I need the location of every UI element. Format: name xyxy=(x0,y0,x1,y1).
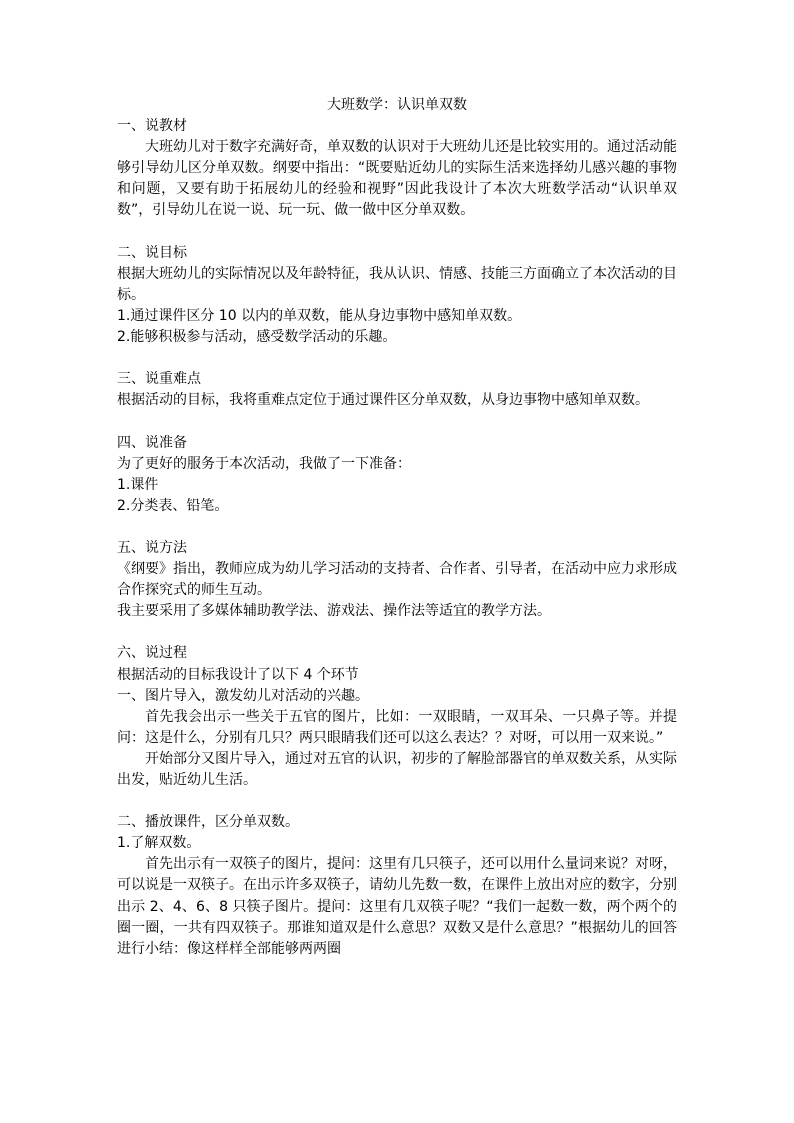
spacer xyxy=(117,622,677,643)
section-heading: 二、说目标 xyxy=(117,244,187,261)
paragraph: 《纲要》指出，教师应成为幼儿学习活动的支持者、合作者、引导者，在活动中应力求形成合作探究式的师生互动。 xyxy=(117,561,677,599)
document-title: 大班数学：认识单双数 xyxy=(327,97,467,113)
spacer xyxy=(117,348,677,369)
paragraph: 为了更好的服务于本次活动，我做了一下准备： xyxy=(117,455,411,472)
paragraph: 首先我会出示一些关于五官的图片，比如：一双眼睛，一双耳朵、一只鼻子等。并提问：这是什么，分别有几只？两只眼睛我们还可以这么表达？？对呀，可以用一双来说。” xyxy=(117,708,677,746)
paragraph: 首先出示有一双筷子的图片，提问：这里有几只筷子，还可以用什么量词来说？对呀，可以说是一双筷子。在出示许多双筷子，请幼儿先数一数，在课件上放出对应的数字，分别出示 2、4、6、8 只筷子图片。提问：这里有几双筷子呢？“我们一起数一数，两个两个的圈一圈，一共有四双筷子。那谁知道双是什么意思？双数又是什么意思？”根据幼儿的回答进行小结：像这样样全部能够两两圈 xyxy=(117,856,677,957)
spacer xyxy=(117,222,677,243)
spacer xyxy=(117,411,677,432)
document-page xyxy=(117,95,677,960)
spacer xyxy=(117,791,677,812)
list-item: 1.通过课件区分 10 以内的单双数，能从身边事物中感知单双数。 xyxy=(117,307,522,324)
section-heading: 六、说过程 xyxy=(117,645,187,662)
paragraph: 开始部分又图片导入，通过对五官的认识，初步的了解脸部器官的单双数关系，从实际出发，贴近幼儿生活。 xyxy=(117,750,677,788)
list-item: 1.课件 xyxy=(117,476,159,493)
section-heading: 二、播放课件，区分单双数。 xyxy=(117,814,299,831)
paragraph: 根据大班幼儿的实际情况以及年龄特征，我从认识、情感、技能三方面确立了本次活动的目标。 xyxy=(117,265,677,303)
section-heading: 五、说方法 xyxy=(117,539,187,556)
list-item: 2.能够积极参与活动，感受数学活动的乐趣。 xyxy=(117,329,397,346)
paragraph: 我主要采用了多媒体辅助教学法、游戏法、操作法等适宜的教学方法。 xyxy=(117,603,551,620)
subheading: 1.了解双数。 xyxy=(117,835,201,852)
paragraph: 根据活动的目标我设计了以下 4 个环节 xyxy=(117,666,359,683)
subheading: 一、图片导入，激发幼儿对活动的兴趣。 xyxy=(117,687,369,704)
spacer xyxy=(117,517,677,538)
paragraph: 大班幼儿对于数字充满好奇，单双数的认识对于大班幼儿还是比较实用的。通过活动能够引导幼儿区分单双数。纲要中指出：“既要贴近幼儿的实际生活来选择幼儿感兴趣的事物和问题，又要有助于拓展幼儿的经验和视野”因此我设计了本次大班数学活动“认识单双数”，引导幼儿在说一说、玩一玩、做一做中区分单双数。 xyxy=(117,139,677,219)
section-heading: 四、说准备 xyxy=(117,434,187,451)
paragraph: 根据活动的目标，我将重难点定位于通过课件区分单双数，从身边事物中感知单双数。 xyxy=(117,392,649,409)
list-item: 2.分类表、铅笔。 xyxy=(117,497,229,514)
section-heading: 一、说教材 xyxy=(117,118,187,135)
section-heading: 三、说重难点 xyxy=(117,371,201,388)
